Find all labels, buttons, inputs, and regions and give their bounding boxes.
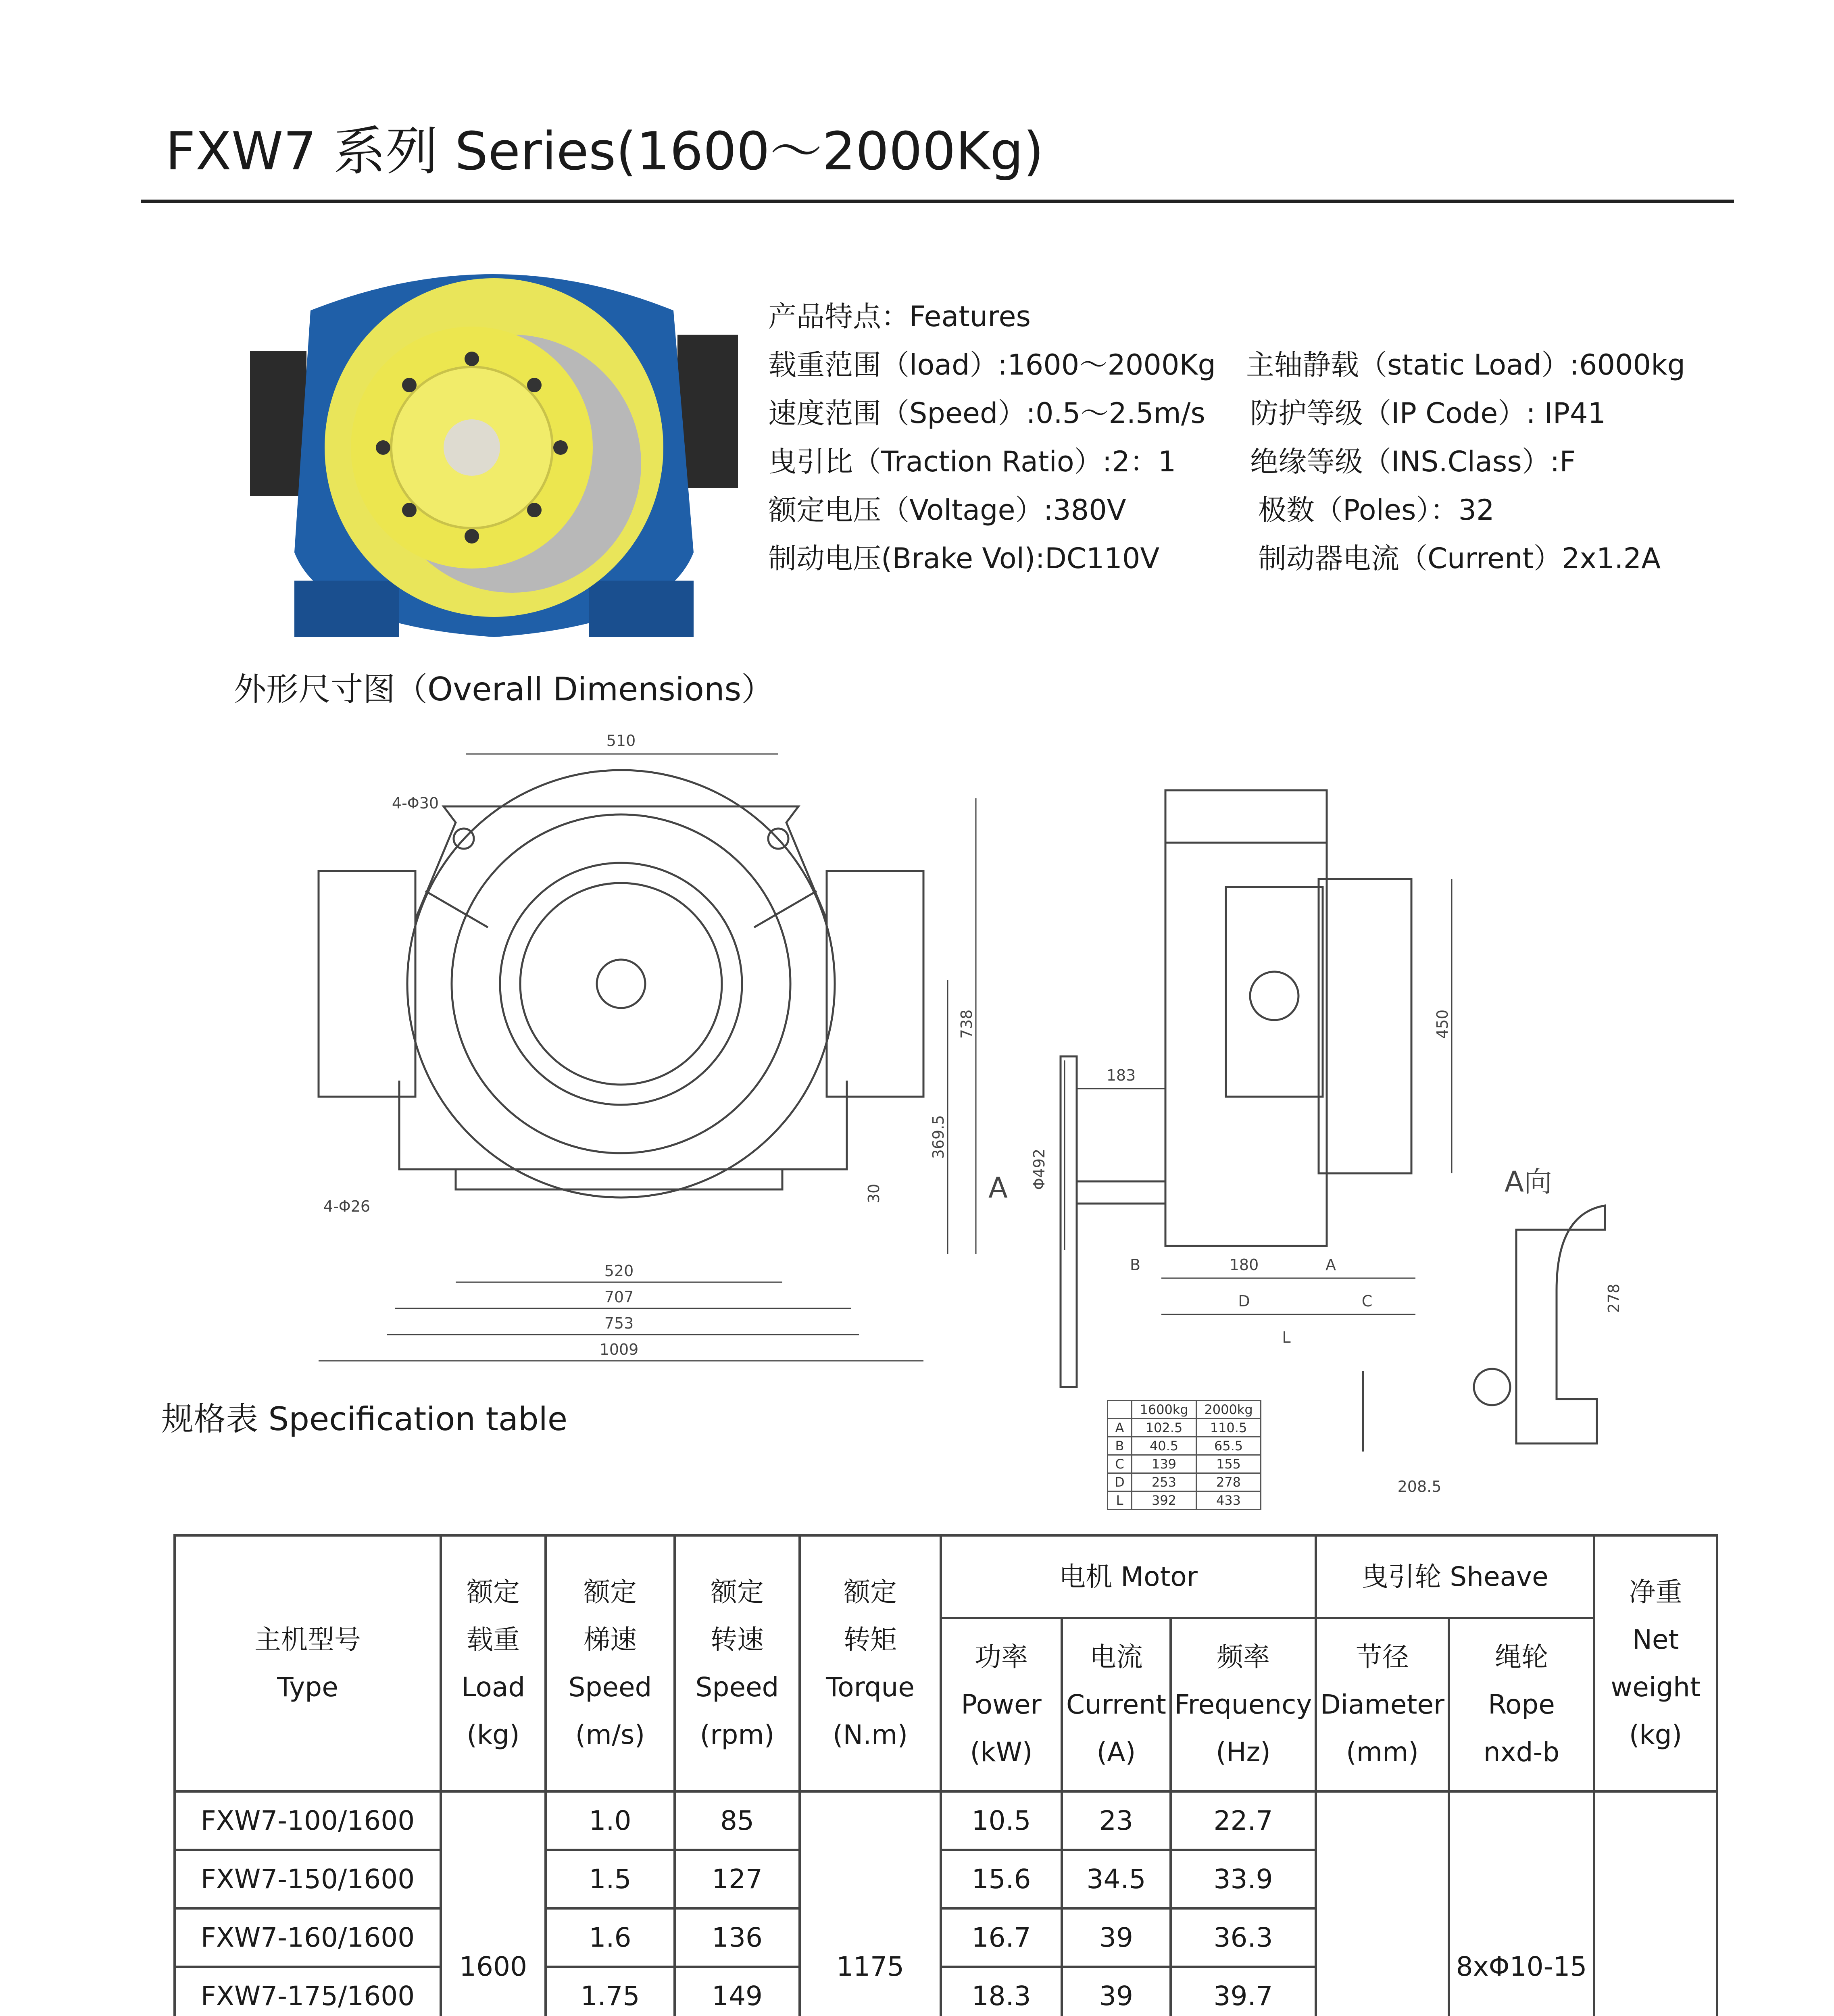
dim-label: 4-Φ30 [392,794,439,812]
brake-right [677,335,738,488]
feature-ins-class: 绝缘等级（INS.Class）:F [1250,445,1576,478]
feature-voltage: 额定电压（Voltage）:380V [768,494,1126,527]
dimension-table-header [1108,1401,1261,1419]
page-title: FXW7 系列 Series(1600～2000Kg) [165,121,1044,182]
feature-brake-voltage: 制动电压(Brake Vol):DC110V [768,542,1160,575]
feature-traction-ratio: 曳引比（Traction Ratio）:2：1 [768,445,1176,478]
cell-speed: 1.6 [546,1908,675,1967]
cell-type: FXW7-160/1600 [175,1908,441,1967]
dim-label: Φ492 [1030,1148,1048,1190]
header-diameter: 节径 Diameter (mm) [1316,1618,1449,1791]
dimension-table-cell: 2000kg [1196,1401,1261,1419]
dimension-table-cell: 433 [1196,1491,1261,1510]
dimension-table-cell: 65.5 [1196,1437,1261,1455]
cell-frequency: 39.7 [1171,1967,1316,2016]
dimension-table-cell: 392 [1132,1491,1196,1510]
cell-rpm: 127 [675,1850,800,1908]
cell-diameter-group [1316,1791,1449,2016]
dimension-table-row [1108,1437,1261,1455]
dim-label: 738 [958,1009,975,1039]
dimension-table-cell: 155 [1196,1455,1261,1473]
spec-header-row [175,1535,1717,1618]
header-motor-group: 电机 Motor [941,1535,1316,1618]
header-current: 电流 Current (A) [1062,1618,1171,1791]
feature-speed: 速度范围（Speed）:0.5～2.5m/s [768,397,1205,430]
dim-label: D [1238,1292,1250,1310]
cell-power: 10.5 [941,1791,1062,1850]
dimension-table-cell: A [1108,1419,1132,1437]
dimension-table-row [1108,1491,1261,1510]
header-load: 额定 载重 Load (kg) [441,1535,546,1791]
dimension-table-cell: 278 [1196,1473,1261,1491]
cell-speed: 1.75 [546,1967,675,2016]
dim-label: 4-Φ26 [323,1198,371,1215]
cell-frequency: 36.3 [1171,1908,1316,1967]
dimension-table-cell: 1600kg [1132,1401,1196,1419]
dimension-table-cell [1108,1401,1132,1419]
dim-label: 208.5 [1397,1478,1442,1495]
cell-frequency: 33.9 [1171,1850,1316,1908]
dimension-table-cell: 102.5 [1132,1419,1196,1437]
features-heading: 产品特点：Features [768,300,1031,333]
feature-ip-code: 防护等级（IP Code）: IP41 [1250,397,1606,430]
a-direction-view [1363,1206,1605,1452]
header-weight: 净重 Net weight (kg) [1594,1535,1717,1791]
header-sheave-group: 曳引轮 Sheave [1316,1535,1594,1618]
dim-label: C [1361,1292,1373,1310]
cell-power: 16.7 [941,1908,1062,1967]
cell-torque-group: 1175 [800,1791,941,2016]
dim-label: 450 [1434,1009,1451,1039]
dim-label: 278 [1605,1283,1623,1313]
dim-label: 183 [1106,1066,1136,1084]
cell-speed: 1.0 [546,1791,675,1850]
cell-frequency: 22.7 [1171,1791,1316,1850]
dim-label: 180 [1229,1256,1259,1274]
table-row [175,1791,1717,1850]
dimension-table-row [1108,1419,1261,1437]
cell-speed: 1.5 [546,1850,675,1908]
feature-poles: 极数（Poles）：32 [1258,494,1494,527]
dim-label: A [988,1171,1008,1204]
dimension-table-row [1108,1455,1261,1473]
cell-current: 34.5 [1062,1850,1171,1908]
header-type: 主机型号 Type [175,1535,441,1791]
cell-current: 39 [1062,1908,1171,1967]
cell-type: FXW7-100/1600 [175,1791,441,1850]
header-torque: 额定 转矩 Torque (N.m) [800,1535,941,1791]
spec-table [173,1534,1718,2016]
dim-label: 707 [604,1288,634,1306]
dimension-table-row [1108,1473,1261,1491]
cell-power: 18.3 [941,1967,1062,2016]
header-power: 功率 Power (kW) [941,1618,1062,1791]
dimensions-heading: 外形尺寸图（Overall Dimensions） [234,671,774,708]
header-rpm: 额定 转速 Speed (rpm) [675,1535,800,1791]
cell-weight-group [1594,1791,1717,2016]
dimension-table [1107,1400,1261,1510]
brake-left [250,351,306,496]
cell-power: 15.6 [941,1850,1062,1908]
spec-table-heading: 规格表 Specification table [161,1400,568,1438]
dim-label: 753 [604,1314,634,1332]
cell-type: FXW7-175/1600 [175,1967,441,2016]
cell-rpm: 149 [675,1967,800,2016]
dim-label: A [1325,1256,1336,1274]
cell-current: 39 [1062,1967,1171,2016]
feature-brake-current: 制动器电流（Current）2x1.2A [1258,542,1661,575]
dimension-table-cell: 110.5 [1196,1419,1261,1437]
front-view [319,770,923,1198]
cell-load-group: 1600 [441,1791,546,2016]
feature-static-load: 主轴静载（static Load）:6000kg [1246,348,1686,381]
a-view-label: A向 [1505,1165,1552,1198]
dimension-table-cell: D [1108,1473,1132,1491]
dimension-table-cell: L [1108,1491,1132,1510]
dim-label: 30 [865,1183,883,1204]
header-speed: 额定 梯速 Speed (m/s) [546,1535,675,1791]
dimension-table-cell: C [1108,1455,1132,1473]
dimension-table-cell: B [1108,1437,1132,1455]
cell-rope-group: 8xΦ10-15 [1449,1791,1594,2016]
cell-rpm: 85 [675,1791,800,1850]
cell-rpm: 136 [675,1908,800,1967]
title-rule [141,200,1734,203]
dimension-table-cell: 253 [1132,1473,1196,1491]
dim-label: 520 [604,1262,634,1280]
dim-label: L [1282,1329,1291,1346]
header-rope: 绳轮 Rope nxd-b [1449,1618,1594,1791]
dimension-table-cell: 139 [1132,1455,1196,1473]
feature-load: 载重范围（load）:1600～2000Kg [768,348,1216,381]
header-frequency: 频率 Frequency (Hz) [1171,1618,1316,1791]
cell-current: 23 [1062,1791,1171,1850]
cell-type: FXW7-150/1600 [175,1850,441,1908]
dim-label: 1009 [599,1341,639,1358]
dimension-table-cell: 40.5 [1132,1437,1196,1455]
dim-label: 510 [606,732,636,750]
product-photo [246,238,742,641]
dim-label: B [1130,1256,1141,1274]
front-dimension-lines [319,754,976,1361]
dim-label: 369.5 [930,1115,947,1159]
